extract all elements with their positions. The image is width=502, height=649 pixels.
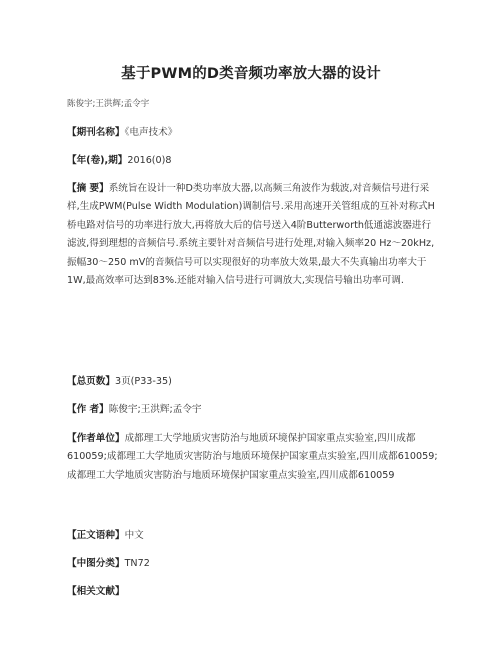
pages-label: 【总页数】 xyxy=(67,376,115,387)
affiliation-label: 【作者单位】 xyxy=(67,433,125,444)
language-value: 中文 xyxy=(124,530,144,541)
classification-value: TN72 xyxy=(124,558,150,569)
author-line: 陈俊宇;王洪辉;孟令宇 xyxy=(67,99,150,109)
abstract-field xyxy=(67,180,439,290)
related-field xyxy=(67,583,439,601)
authors-field xyxy=(67,401,439,419)
document-title: 基于PWM的D类音频功率放大器的设计 xyxy=(121,66,381,82)
abstract-label: 【摘 要】 xyxy=(67,183,109,194)
classification-field xyxy=(67,555,439,573)
related-label: 【相关文献】 xyxy=(67,586,125,597)
pages-value: 3页(P33-35) xyxy=(114,376,172,387)
pages-field xyxy=(67,373,439,391)
authors-value: 陈俊宇;王洪辉;孟令宇 xyxy=(108,404,202,415)
journal-value: 《电声技术》 xyxy=(124,127,178,138)
year-issue-label: 【年(卷),期】 xyxy=(67,155,128,166)
journal-label: 【期刊名称】 xyxy=(67,127,125,138)
language-label: 【正文语种】 xyxy=(67,530,125,541)
affiliation-value: 成都理工大学地质灾害防治与地质环境保护国家重点实验室,四川成都610059;成都理工大学地质灾害防治与地质环境保护国家重点实验室,四川成都610059;成都理工大学地质灾害防治与地质环境保护国家重点实验室,四川成都610059 xyxy=(67,433,438,481)
abstract-value: 系统旨在设计一种D类功率放大器,以高频三角波作为载波,对音频信号进行采样,生成PWM(Pulse Width Modulation)调制信号.采用高速开关管组成的互补对称式H桥电路对信号的功率进行放大,再将放大后的信号送入4阶Butterworth低通滤波器进行滤波,得到理想的音频信号.系统主要针对音频信号进行处理,对输入频率20 Hz～20kHz,振幅30～250 mV的音频信号可以实现很好的功率放大效果,最大不失真输出功率大于1W,最高效率可达到83%.还能对输入信号进行可调放大,实现信号输出功率可调. xyxy=(67,183,435,287)
affiliation-field xyxy=(67,430,439,485)
year-issue-value: 2016(0)8 xyxy=(127,155,172,166)
language-field xyxy=(67,527,439,545)
year-issue-field xyxy=(67,152,439,170)
classification-label: 【中图分类】 xyxy=(67,558,125,569)
journal-field xyxy=(67,124,439,142)
authors-label: 【作 者】 xyxy=(67,404,109,415)
